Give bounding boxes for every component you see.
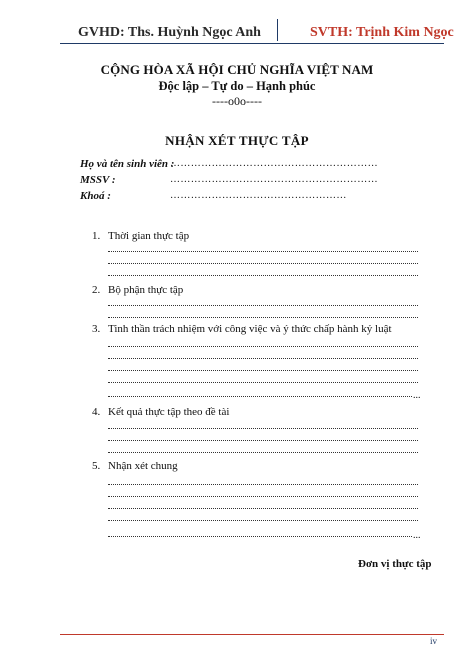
header-separator bbox=[277, 19, 278, 41]
section-3-title: Tinh thần trách nhiệm với công việc và ý thức chấp hành kỷ luật bbox=[108, 323, 392, 335]
decor-line: ----o0o---- bbox=[212, 94, 262, 108]
section-4-line bbox=[108, 452, 418, 454]
section-4-number: 4. bbox=[92, 406, 101, 418]
course-label: Khoá : bbox=[80, 190, 111, 202]
section-4-line bbox=[108, 440, 418, 442]
section-3-line bbox=[108, 346, 418, 348]
section-5-number: 5. bbox=[92, 460, 101, 472]
section-5-line bbox=[108, 520, 418, 522]
section-3-number: 3. bbox=[92, 323, 101, 335]
section-5-line-end: ... bbox=[413, 530, 421, 541]
footer-rule bbox=[60, 634, 444, 635]
section-5-line bbox=[108, 536, 412, 538]
section-1-line bbox=[108, 263, 418, 265]
national-title: CỘNG HÒA XÃ HỘI CHỦ NGHĨA VIỆT NAM bbox=[100, 62, 374, 77]
student-name-label: Họ và tên sinh viên : bbox=[80, 158, 175, 170]
section-5-line bbox=[108, 484, 418, 486]
section-1-line bbox=[108, 251, 418, 253]
section-3-line bbox=[108, 358, 418, 360]
header-rule bbox=[60, 43, 444, 44]
document-title: NHẬN XÉT THỰC TẬP bbox=[165, 133, 309, 148]
signature-label: Đơn vị thực tập bbox=[358, 558, 432, 570]
section-3-line bbox=[108, 396, 412, 398]
section-1-title: Thời gian thực tập bbox=[108, 230, 190, 242]
student-id-label: MSSV : bbox=[80, 174, 116, 186]
national-motto: Độc lập – Tự do – Hạnh phúc bbox=[158, 79, 316, 93]
section-2-line bbox=[108, 317, 418, 319]
section-3-line-end: ... bbox=[413, 390, 421, 401]
section-2-title: Bộ phận thực tập bbox=[108, 284, 184, 296]
section-5-title: Nhận xét chung bbox=[108, 460, 178, 472]
page-number: iv bbox=[430, 636, 438, 646]
section-3-line bbox=[108, 382, 418, 384]
section-5-line bbox=[108, 508, 418, 510]
section-2-number: 2. bbox=[92, 284, 101, 296]
section-1-number: 1. bbox=[92, 230, 101, 242]
supervisor-label: GVHD: Ths. Huỳnh Ngọc Anh bbox=[78, 25, 261, 40]
section-5-line bbox=[108, 496, 418, 498]
section-3-line bbox=[108, 370, 418, 372]
section-1-line bbox=[108, 275, 418, 277]
student-name-field: …………………………………………………… bbox=[170, 158, 378, 169]
section-2-line bbox=[108, 305, 418, 307]
student-id-field: …………………………………………………… bbox=[170, 174, 378, 185]
student-label: SVTH: Trịnh Kim Ngọc bbox=[310, 25, 454, 40]
section-4-title: Kết quả thực tập theo đề tài bbox=[108, 406, 230, 418]
section-4-line bbox=[108, 428, 418, 430]
course-field: …………………………………………… bbox=[170, 190, 347, 201]
